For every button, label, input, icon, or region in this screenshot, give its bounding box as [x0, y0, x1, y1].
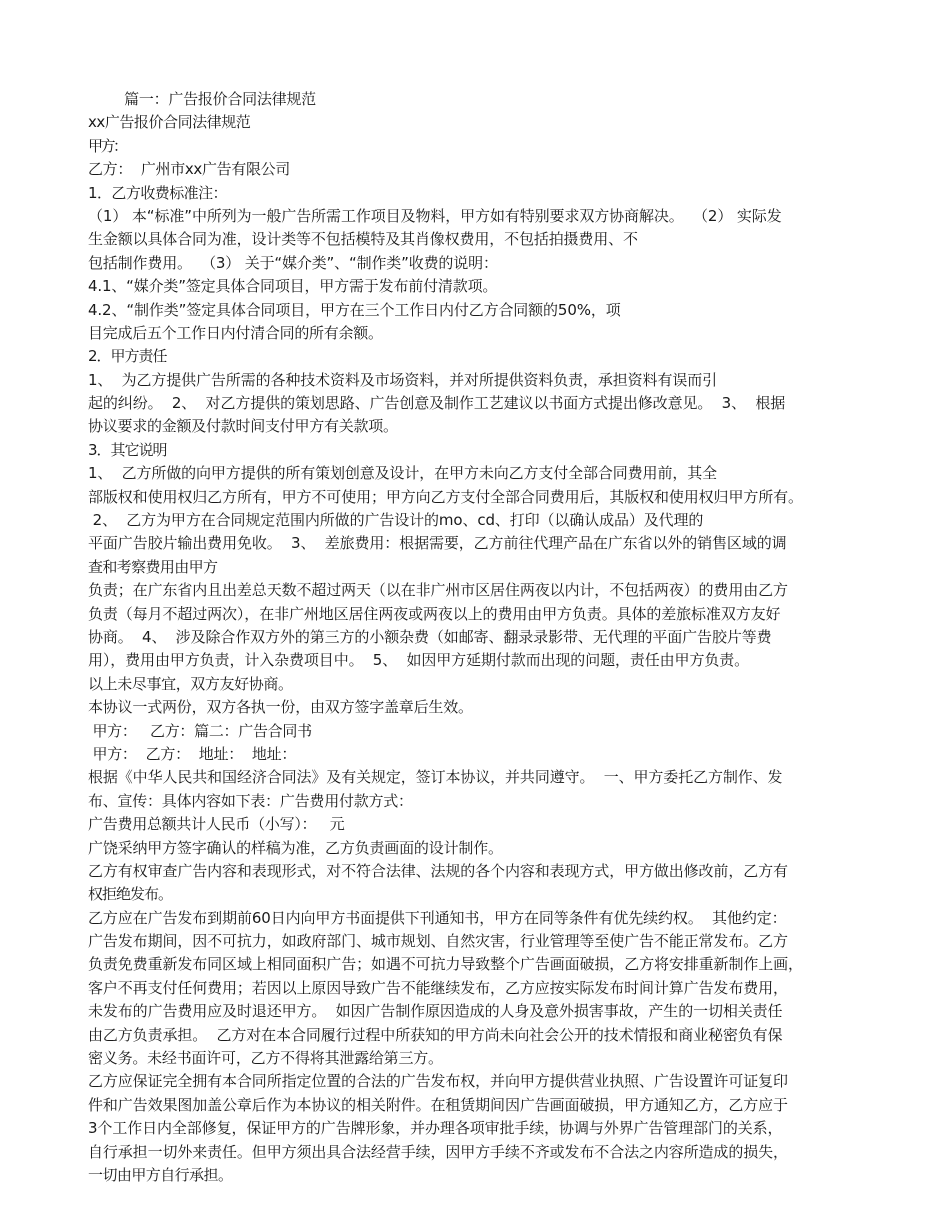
document-line: 目完成后五个工作日内付清合同的所有余额。	[88, 323, 383, 342]
document-line: 用），费用由甲方负责，计入杂费项目中。 5、 如因甲方延期付款而出现的问题，责任由甲方负责。	[88, 651, 750, 670]
document-line: 协商。 4、 涉及除合作双方外的第三方的小额杂费（如邮寄、翻录录影带、无代理的平面广告胶片等费	[88, 627, 772, 646]
document-line: 3．其它说明	[88, 440, 167, 459]
document-line: 权拒绝发布。	[88, 885, 173, 904]
document-line: 部版权和使用权归乙方所有，甲方不可使用；甲方向乙方支付全部合同费用后，其版权和使用权归甲方所有。	[88, 487, 803, 506]
document-line: 乙方： 广州市xx广告有限公司	[88, 160, 290, 179]
document-line: 甲方： 乙方：篇二：广告合同书	[88, 721, 312, 740]
document-line: 本协议一式两份，双方各执一份，由双方签字盖章后生效。	[88, 698, 473, 717]
document-body	[88, 88, 868, 1187]
document-line: 广告费用总额共计人民币（小写）： 元	[88, 815, 345, 834]
document-line: xx广告报价合同法律规范	[88, 113, 251, 132]
document-line: 查和考察费用由甲方	[88, 557, 218, 576]
document-line: 客户不再支付任何费用；若因以上原因导致广告不能继续发布，乙方应按实际发布时间计算广告发布费用，	[88, 978, 788, 997]
document-line: 3个工作日内全部修复，保证甲方的广告牌形象，并办理各项审批手续，协调与外界广告管理部门的关系，	[88, 1119, 783, 1138]
document-line: 负责（每月不超过两次），在非广州地区居住两夜或两夜以上的费用由甲方负责。具体的差旅标准双方友好	[88, 604, 781, 623]
document-line: 起的纠纷。 2、 对乙方提供的策划思路、广告创意及制作工艺建议以书面方式提出修改意见。 3、 根据	[88, 394, 786, 413]
document-line: 负责；在广东省内且出差总天数不超过两天（以在非广州市区居住两夜以内计，不包括两夜）的费用由乙方	[88, 581, 788, 600]
document-line: 2．甲方责任	[88, 347, 167, 366]
document-line: 根据《中华人民共和国经济合同法》及有关规定，签订本协议，并共同遵守。 一、甲方委托乙方制作、发	[88, 768, 783, 787]
document-line: 甲方：	[88, 136, 126, 155]
document-line: 以上未尽事宜，双方友好协商。	[88, 674, 293, 693]
document-line: 甲方： 乙方： 地址： 地址：	[88, 744, 297, 763]
document-line: 布、宣传：具体内容如下表：广告费用付款方式：	[88, 791, 413, 810]
document-line: 1．乙方收费标准注：	[88, 183, 227, 202]
document-line: 2、 乙方为甲方在合同规定范围内所做的广告设计的mo、cd、打印（以确认成品）及代理的	[88, 511, 704, 530]
document-line: 篇一：广告报价合同法律规范	[88, 90, 316, 108]
document-line: 乙方应在广告发布到期前60日内向甲方书面提供下刊通知书，甲方在同等条件有优先续约权。 其他约定：	[88, 908, 787, 927]
document-line: 乙方应保证完全拥有本合同所指定位置的合法的广告发布权，并向甲方提供营业执照、广告设置许可证复印	[88, 1072, 788, 1091]
document-line: 4.1、“媒介类”签定具体合同项目，甲方需于发布前付清款项。	[88, 277, 498, 296]
document-line: 4.2、“制作类”签定具体合同项目，甲方在三个工作日内付乙方合同额的50%，项	[88, 300, 621, 319]
document-line: 负责免费重新发布同区域上相同面积广告；如遇不可抗力导致整个广告画面破损，乙方将安排重新制作上画，	[88, 955, 803, 974]
document-line: 包括制作费用。 （3） 关于“媒介类”、“制作类”收费的说明：	[88, 253, 498, 272]
document-line: 由乙方负责承担。 乙方对在本合同履行过程中所获知的甲方尚未向社会公开的技术情报和商业秘密负有保	[88, 1025, 783, 1044]
document-line: 未发布的广告费用应及时退还甲方。 如因广告制作原因造成的人身及意外损害事故，产生的一切相关责任	[88, 1002, 783, 1021]
document-line: 协议要求的金额及付款时间支付甲方有关款项。	[88, 417, 398, 436]
document-line: 密义务。未经书面许可，乙方不得将其泄露给第三方。	[88, 1049, 443, 1068]
document-line: 件和广告效果图加盖公章后作为本协议的相关附件。在租赁期间因广告画面破损，甲方通知乙方，乙方应于	[88, 1095, 788, 1114]
document-line: 平面广告胶片输出费用免收。 3、 差旅费用：根据需要，乙方前往代理产品在广东省以外的销售区域的调	[88, 534, 787, 553]
document-line: 生金额以具体合同为准，设计类等不包括模特及其肖像权费用，不包括拍摄费用、不	[88, 230, 638, 249]
document-line: （1） 本“标准”中所列为一般广告所需工作项目及物料，甲方如有特别要求双方协商解决。 （2） 实际发	[88, 206, 782, 225]
document-line: 一切由甲方自行承担。	[88, 1165, 233, 1184]
document-line: 乙方有权审查广告内容和表现形式，对不符合法律、法规的各个内容和表现方式，甲方做出修改前，乙方有	[88, 861, 788, 880]
document-line: 1、 为乙方提供广告所需的各种技术资料及市场资料，并对所提供资料负责，承担资料有误而引	[88, 370, 717, 389]
document-line: 广饶采纳甲方签字确认的样稿为准，乙方负责画面的设计制作。	[88, 838, 503, 857]
document-line: 广告发布期间，因不可抗力，如政府部门、城市规划、自然灾害，行业管理等至使广告不能正常发布。乙方	[88, 932, 788, 951]
document-line: 1、 乙方所做的向甲方提供的所有策划创意及设计，在甲方未向乙方支付全部合同费用前，其全	[88, 464, 717, 483]
document-line: 自行承担一切外来责任。但甲方须出具合法经营手续，因甲方手续不齐或发布不合法之内容所造成的损失，	[88, 1142, 788, 1161]
